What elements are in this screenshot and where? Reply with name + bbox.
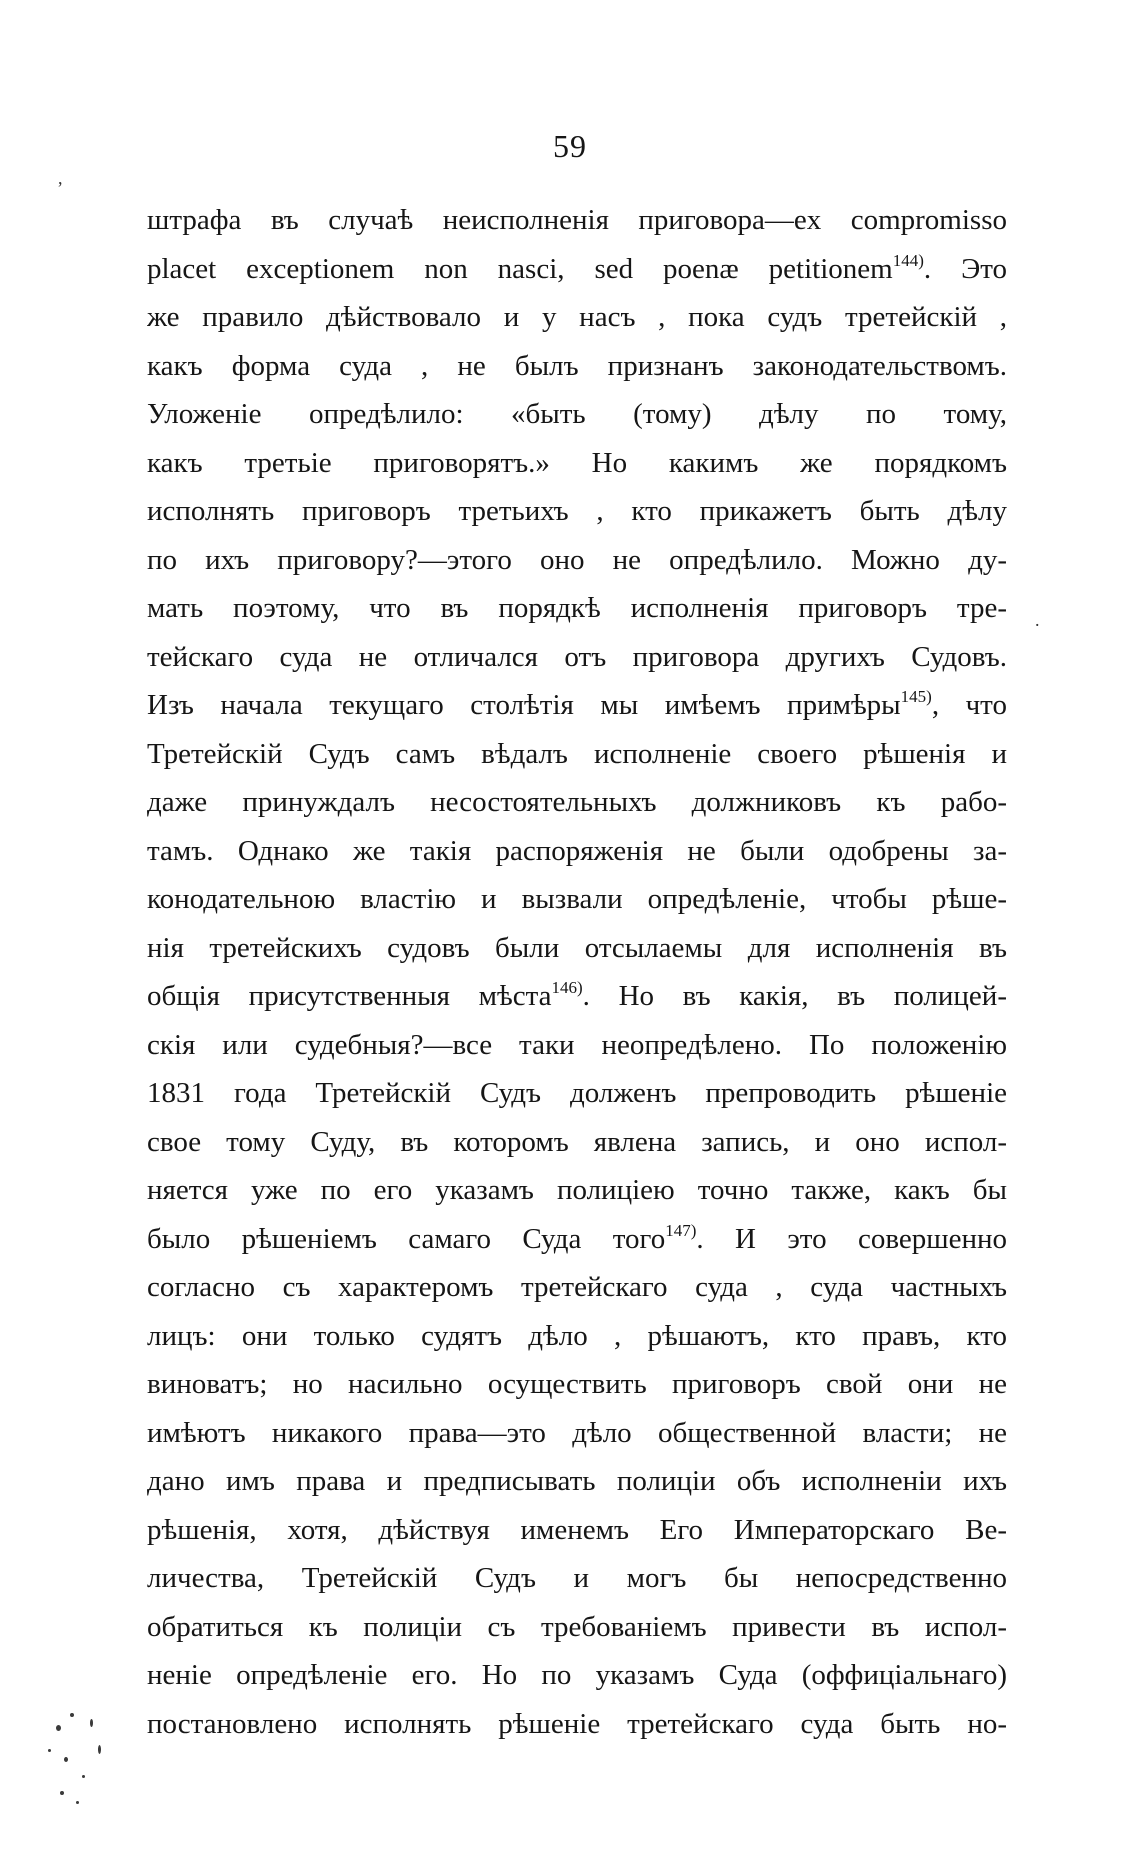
line-text: мать поэтому, что въ порядкѣ исполненія приговоръ тре-: [147, 592, 1007, 624]
line-text: исполнять приговоръ третьихъ , кто прикажетъ быть дѣлу: [147, 495, 1007, 527]
footnote-marker: 144): [892, 250, 924, 270]
line-text: какъ форма суда , не былъ признанъ законодательствомъ.: [147, 349, 1007, 382]
line-text: какъ третьіе приговорятъ.» Но какимъ же порядкомъ: [147, 446, 1007, 479]
line-text: рѣшенія, хотя, дѣйствуя именемъ Его Императорскаго Ве-: [147, 1513, 1007, 1546]
footnote-marker: 147): [665, 1220, 697, 1240]
text-line: [147, 1554, 1007, 1603]
text-line: [147, 778, 1007, 827]
margin-speck: ,: [58, 168, 63, 188]
text-line: [147, 439, 1007, 488]
text-line: [147, 1263, 1007, 1312]
line-text: постановлено исполнять рѣшеніе третейскаго суда быть но-: [147, 1707, 1007, 1740]
text-line: [147, 487, 1007, 536]
footnote-marker: 145): [900, 687, 932, 706]
line-text: лицъ: они только судятъ дѣло , рѣшаютъ, кто правъ, кто: [147, 1319, 1007, 1352]
text-line: [147, 390, 1007, 439]
line-text: даже принуждалъ несостоятельныхъ должниковъ къ рабо-: [147, 786, 1007, 818]
line-text: свое тому Суду, въ которомъ явлена запись, и оно испол-: [147, 1125, 1007, 1158]
line-text: скія или судебныя?—все таки неопредѣлено. По положенію: [147, 1028, 1007, 1061]
body-text: [147, 196, 1007, 1748]
line-text: Третейскій Судъ самъ вѣдалъ исполненіе своего рѣшенія и: [147, 737, 1007, 770]
text-line: [147, 827, 1007, 876]
line-text: конодательною властію и вызвали опредѣленіе, чтобы рѣше-: [147, 883, 1007, 915]
text-line: [147, 1700, 1007, 1749]
text-line: [147, 1069, 1007, 1118]
line-text: тейскаго суда не отличался отъ приговора другихъ Судовъ.: [147, 640, 1007, 673]
text-line: [147, 1506, 1007, 1555]
text-line: [147, 245, 1007, 294]
line-text: по ихъ приговору?—этого оно не опредѣлило. Можно ду-: [147, 543, 1007, 576]
text-line: [147, 1215, 1007, 1264]
text-line: [147, 342, 1007, 391]
text-line: [147, 681, 1007, 730]
line-text: имѣютъ никакого права—это дѣло общественной власти; не: [147, 1416, 1007, 1449]
text-line: [147, 196, 1007, 245]
text-line: [147, 1457, 1007, 1506]
text-line: [147, 633, 1007, 682]
footnote-marker: 146): [551, 978, 583, 997]
line-text: штрафа въ случаѣ неисполненія приговора—ex compromisso: [147, 204, 1007, 236]
line-text: было рѣшеніемъ самаго Суда того: [147, 1222, 666, 1255]
text-line: [147, 1360, 1007, 1409]
text-line: [147, 972, 1007, 1021]
text-line: [147, 293, 1007, 342]
line-text: placet exceptionem non nasci, sed poenæ petitionem: [147, 252, 893, 285]
line-text: 1831 года Третейскій Судъ долженъ препроводить рѣшеніе: [147, 1077, 1007, 1109]
text-line: [147, 1603, 1007, 1652]
text-line: [147, 1118, 1007, 1167]
line-text: общія присутственныя мѣста: [147, 980, 552, 1012]
text-line: [147, 536, 1007, 585]
line-text-continuation: , что: [931, 689, 1007, 721]
print-specks-decoration: [42, 1705, 132, 1825]
text-line: [147, 1312, 1007, 1361]
line-text: нія третейскихъ судовъ были отсылаемы для исполненія въ: [147, 931, 1007, 964]
line-text-continuation: . Это: [923, 252, 1007, 285]
line-text: дано имъ права и предписывать полиціи объ исполненіи ихъ: [147, 1465, 1007, 1497]
line-text: тамъ. Однако же такія распоряженія не были одобрены за-: [147, 834, 1007, 867]
line-text: личества, Третейскій Судъ и могъ бы непосредственно: [147, 1562, 1007, 1594]
line-text: Уложеніе опредѣлило: «быть (тому) дѣлу по тому,: [147, 398, 1007, 430]
page-number: 59: [553, 128, 587, 164]
text-line: [147, 1021, 1007, 1070]
text-line: [147, 875, 1007, 924]
line-text: неніе опредѣленіе его. Но по указамъ Суда (оффиціальнаго): [147, 1659, 1007, 1691]
line-text: же правило дѣйствовало и у насъ , пока судъ третейскій ,: [147, 301, 1007, 333]
line-text: обратиться къ полиціи съ требованіемъ привести въ испол-: [147, 1610, 1007, 1643]
line-text: няется уже по его указамъ полиціею точно также, какъ бы: [147, 1174, 1007, 1206]
line-text: Изъ начала текущаго столѣтія мы имѣемъ примѣры: [147, 689, 901, 721]
text-line: [147, 1166, 1007, 1215]
margin-speck: .: [1035, 610, 1040, 630]
line-text-continuation: . И это совершенно: [696, 1222, 1007, 1255]
text-line: [147, 584, 1007, 633]
text-line: [147, 924, 1007, 973]
line-text: согласно съ характеромъ третейскаго суда , суда частныхъ: [147, 1271, 1007, 1303]
line-text-continuation: . Но въ какія, въ полицей-: [582, 980, 1007, 1012]
text-line: [147, 730, 1007, 779]
line-text: виноватъ; но насильно осуществить приговоръ свой они не: [147, 1368, 1007, 1400]
text-line: [147, 1409, 1007, 1458]
text-line: [147, 1651, 1007, 1700]
